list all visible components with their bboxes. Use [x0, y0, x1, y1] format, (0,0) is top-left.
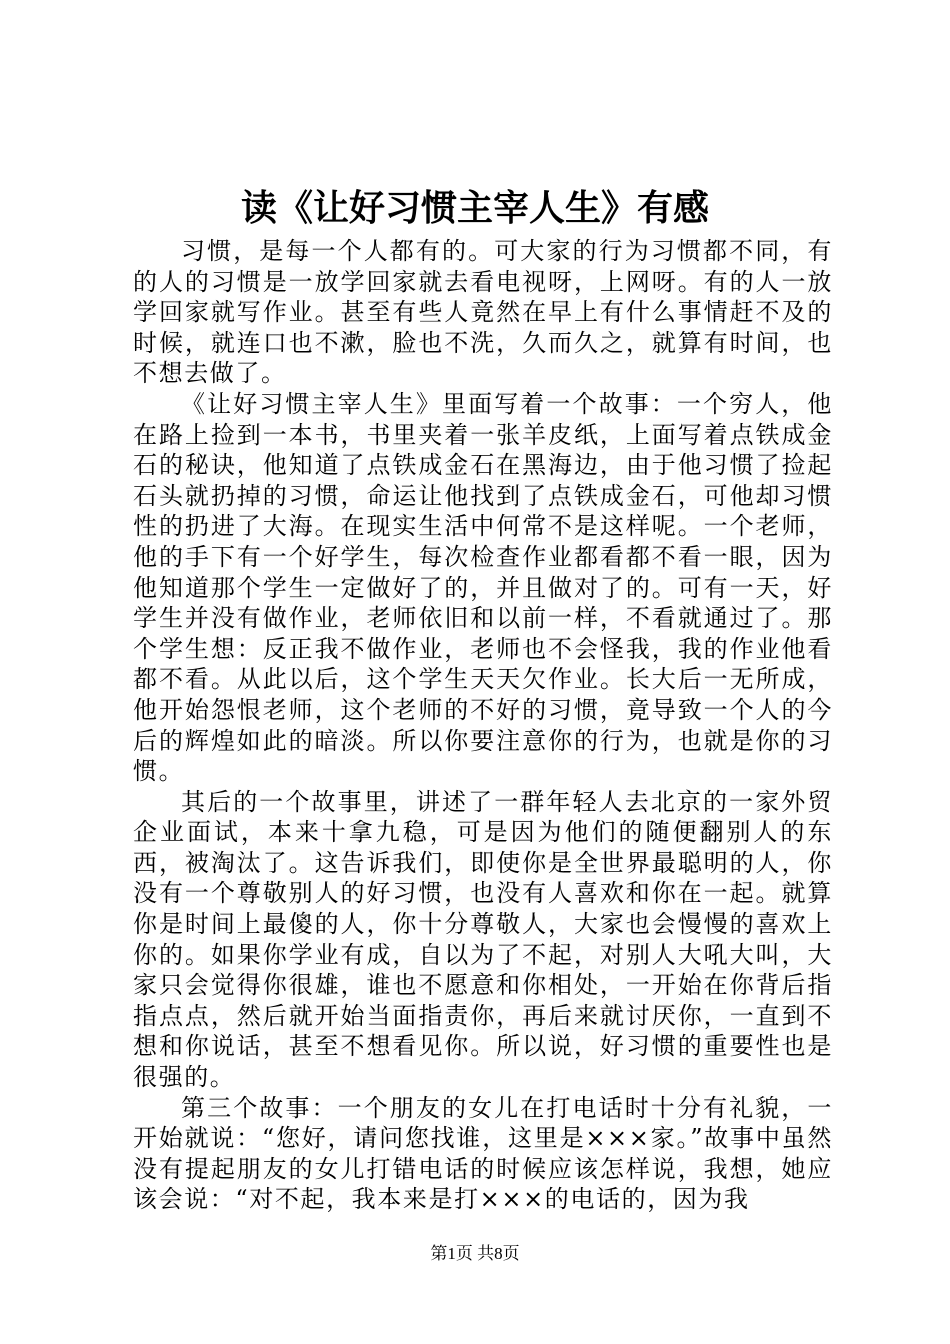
- paragraph-4: 第三个故事：一个朋友的女儿在打电话时十分有礼貌，一开始就说：“您好，请问您找谁，这里是×××家。”故事中虽然没有提起朋友的女儿打错电话的时候应该怎样说，我想，她应该会说：“对不起，我本来是打×××的电话的，因为我: [133, 1093, 833, 1214]
- document-body: [133, 236, 833, 1215]
- paragraph-3: 其后的一个故事里，讲述了一群年轻人去北京的一家外贸企业面试，本来十拿九稳，可是因为他们的随便翻别人的东西，被淘汰了。这告诉我们，即使你是全世界最聪明的人，你没有一个尊敬别人的好习惯，也没有人喜欢和你在一起。就算你是时间上最傻的人，你十分尊敬人，大家也会慢慢的喜欢上你的。如果你学业有成，自以为了不起，对别人大吼大叫，大家只会觉得你很雄，谁也不愿意和你相处，一开始在你背后指指点点，然后就开始当面指责你，再后来就讨厌你，一直到不想和你说话，甚至不想看见你。所以说，好习惯的重要性也是很强的。: [133, 787, 833, 1092]
- document-title: 读《让好习惯主宰人生》有感: [240, 187, 709, 229]
- paragraph-1: 习惯，是每一个人都有的。可大家的行为习惯都不同，有的人的习惯是一放学回家就去看电视呀，上网呀。有的人一放学回家就写作业。甚至有些人竟然在早上有什么事情赶不及的时候，就连口也不漱，脸也不洗，久而久之，就算有时间，也不想去做了。: [133, 237, 833, 388]
- paragraph-2: 《让好习惯主宰人生》里面写着一个故事：一个穷人，他在路上捡到一本书，书里夹着一张羊皮纸，上面写着点铁成金石的秘诀，他知道了点铁成金石在黑海边，由于他习惯了捡起石头就扔掉的习惯，命运让他找到了点铁成金石，可他却习惯性的扔进了大海。在现实生活中何常不是这样呢。一个老师，他的手下有一个好学生，每次检查作业都看都不看一眼，因为他知道那个学生一定做好了的，并且做对了的。可有一天，好学生并没有做作业，老师依旧和以前一样，不看就通过了。那个学生想：反正我不做作业，老师也不会怪我，我的作业他看都不看。从此以后，这个学生天天欠作业。长大后一无所成，他开始怨恨老师，这个老师的不好的习惯，竟导致一个人的今后的辉煌如此的暗淡。所以你要注意你的行为，也就是你的习惯。: [133, 389, 833, 786]
- page-number-footer: 第1页 共8页: [430, 1244, 520, 1263]
